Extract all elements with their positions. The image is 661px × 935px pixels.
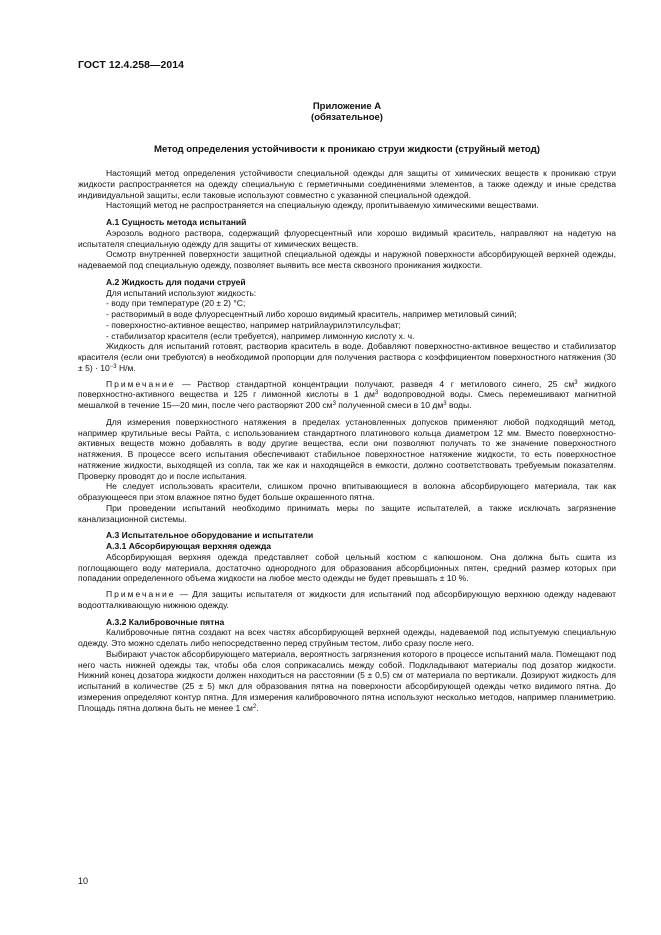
section-a3-heading: А.3 Испытательное оборудование и испытатели: [106, 530, 314, 541]
section-a1-heading: А.1 Сущность метода испытаний: [106, 217, 247, 227]
a2-note: Примечание — Раствор стандартной концентрации получают, разведя 4 г метилового синего, 25 $см^3$ жидкого поверхностно-активного вещества и 125 г лимонной кислоты в 1 $дм^3$ водопроводной воды. Смесь перемешивают магнитной мешалкой в течение 15—20 мин, после чего растворяют 200 $см^3$ полученной смеси в 10 $дм^3$ воды.: [78, 378, 616, 410]
list-item: - поверхностно-активное вещество, например натрийлаурилэтилсульфат;: [78, 320, 616, 331]
document-body: [78, 168, 616, 713]
a1-paragraph: Аэрозоль водного раствора, содержащий флуоресцентный или хорошо видимый краситель, направляют на надетую на испытателя специальную одежду для защиты от химических веществ.: [78, 227, 616, 249]
section-a31-heading: А.3.1 Абсорбирующая верхняя одежда: [106, 541, 272, 551]
intro-paragraph: Настоящий метод не распространяется на специальную одежду, пропитываемую химическими веществами.: [106, 200, 539, 211]
page-number: 10: [78, 876, 89, 886]
section-a32-heading: А.3.2 Калибровочные пятна: [106, 616, 225, 627]
document-header: ГОСТ 12.4.258—2014: [78, 60, 185, 71]
list-item: - стабилизатор красителя (если требуется), например лимонную кислоту х. ч.: [78, 331, 616, 342]
appendix-title: Приложение А: [312, 101, 382, 112]
a2-protect-paragraph: При проведении испытаний необходимо принимать меры по защите испытателей, а также исключать загрязнение канализационной системы.: [78, 502, 616, 524]
a32-paragraph: Калибровочные пятна создают на всех частях абсорбирующей верхней одежды, надеваемой под испытуемую специальную одежду. Это можно сделать либо непосредственно перед струйным тестом, либо сразу после него.: [78, 627, 616, 648]
method-title: Метод определения устойчивости к проникаю струи жидкости (струйный метод): [154, 144, 540, 155]
a31-note: Примечание — Для защиты испытателя от жидкости для испытаний под абсорбирующую верхнюю одежду надевают водоотталкивающую нижнюю одежду.: [78, 589, 616, 610]
a2-tension-paragraph: Для измерения поверхностного натяжения в пределах установленных допусков применяют любой подходящий метод, например крутильные весы Райта, с использованием стандартного платинового кольца диаметром 12 мм. Вместо поверхностно-активных веществ можно добавлять в воду другие вещества, если они позволяют получать то же значение поверхностного натяжения. В процессе всего испытания обеспечивают стабильное поверхностное натяжение жидкости, то есть поверхностное натяжение жидкости, выходящей из сопла, так же как и находящейся в емкости, должно соответствовать требуемым показателям. Проверку проводят до и после испытания.: [78, 416, 616, 481]
list-item: - растворимый в воде флуоресцентный либо хорошо видимый краситель, например метиловый синий;: [78, 309, 616, 320]
appendix-status: (обязательное): [311, 112, 383, 124]
section-a2-heading: А.2 Жидкость для подачи струей: [106, 276, 246, 287]
intro-paragraph: Настоящий метод определения устойчивости специальной одежды для защиты от химических веществ к проникаю струи жидкости распространяется на одежду специальную с герметичными соединениями элементов, а также одежду и иные средства индивидуальной защиты, если таковые используют совместно с указанной специальной одеждой.: [78, 168, 616, 200]
a2-lead: Для испытаний используют жидкость:: [106, 287, 257, 298]
list-item: - воду при температуре (20 ± 2) °С;: [78, 298, 616, 309]
a2-preparation: Жидкость для испытаний готовят, растворив краситель в воде. Добавляют поверхностно-активное вещество и стабилизатор красителя (если они требуются) в необходимой пропорции для получения раствора с коэффициентом поверхностного натяжения $(30 \pm 5) \cdot 10^{-3}$ Н/м.: [78, 341, 616, 373]
a31-paragraph: Абсорбирующая верхняя одежда представляет собой цельный костюм с капюшоном. Она должна быть сшита из поглощающего воду материала, достаточно однородного для образования абсорбционных пятен, средний размер которых при попадании определенного объема жидкости на любое место одежды не будет превышать ± 10 %.: [78, 551, 616, 584]
a2-dye-paragraph: Не следует использовать красители, слишком прочно впитывающиеся в волокна абсорбирующего материала, так как образующееся при этом влажное пятно будет больше окрашенного пятна.: [78, 481, 616, 502]
a32-paragraph: Выбирают участок абсорбирующего материала, вероятность загрязнения которого в процессе испытаний мала. Помещают под него часть нижней одежды так, чтобы оба слоя соприкасались между собой. Подкладывают материалы под дозатор жидкости. Нижний конец дозатора жидкости должен находиться на расстоянии (5 ± 0,5) см от материала по вертикали. Дозируют жидкость для испытаний в количестве (25 ± 5) мкл для образования пятна на поверхности абсорбирующей одежды четко видимого пятна. До измерения определяют контур пятна. Для измерения калибровочного пятна используют несколько методов, например планиметрию. Площадь пятна должна быть не менее 1 $см^2$.: [78, 648, 616, 713]
appendix-heading: [78, 101, 616, 123]
a1-paragraph: Осмотр внутренней поверхности защитной специальной одежды и наружной поверхности абсорбирующей верхней одежды, надеваемой под специальную одежду, позволяет выявить все места сквозного проникания жидкости.: [78, 249, 616, 270]
